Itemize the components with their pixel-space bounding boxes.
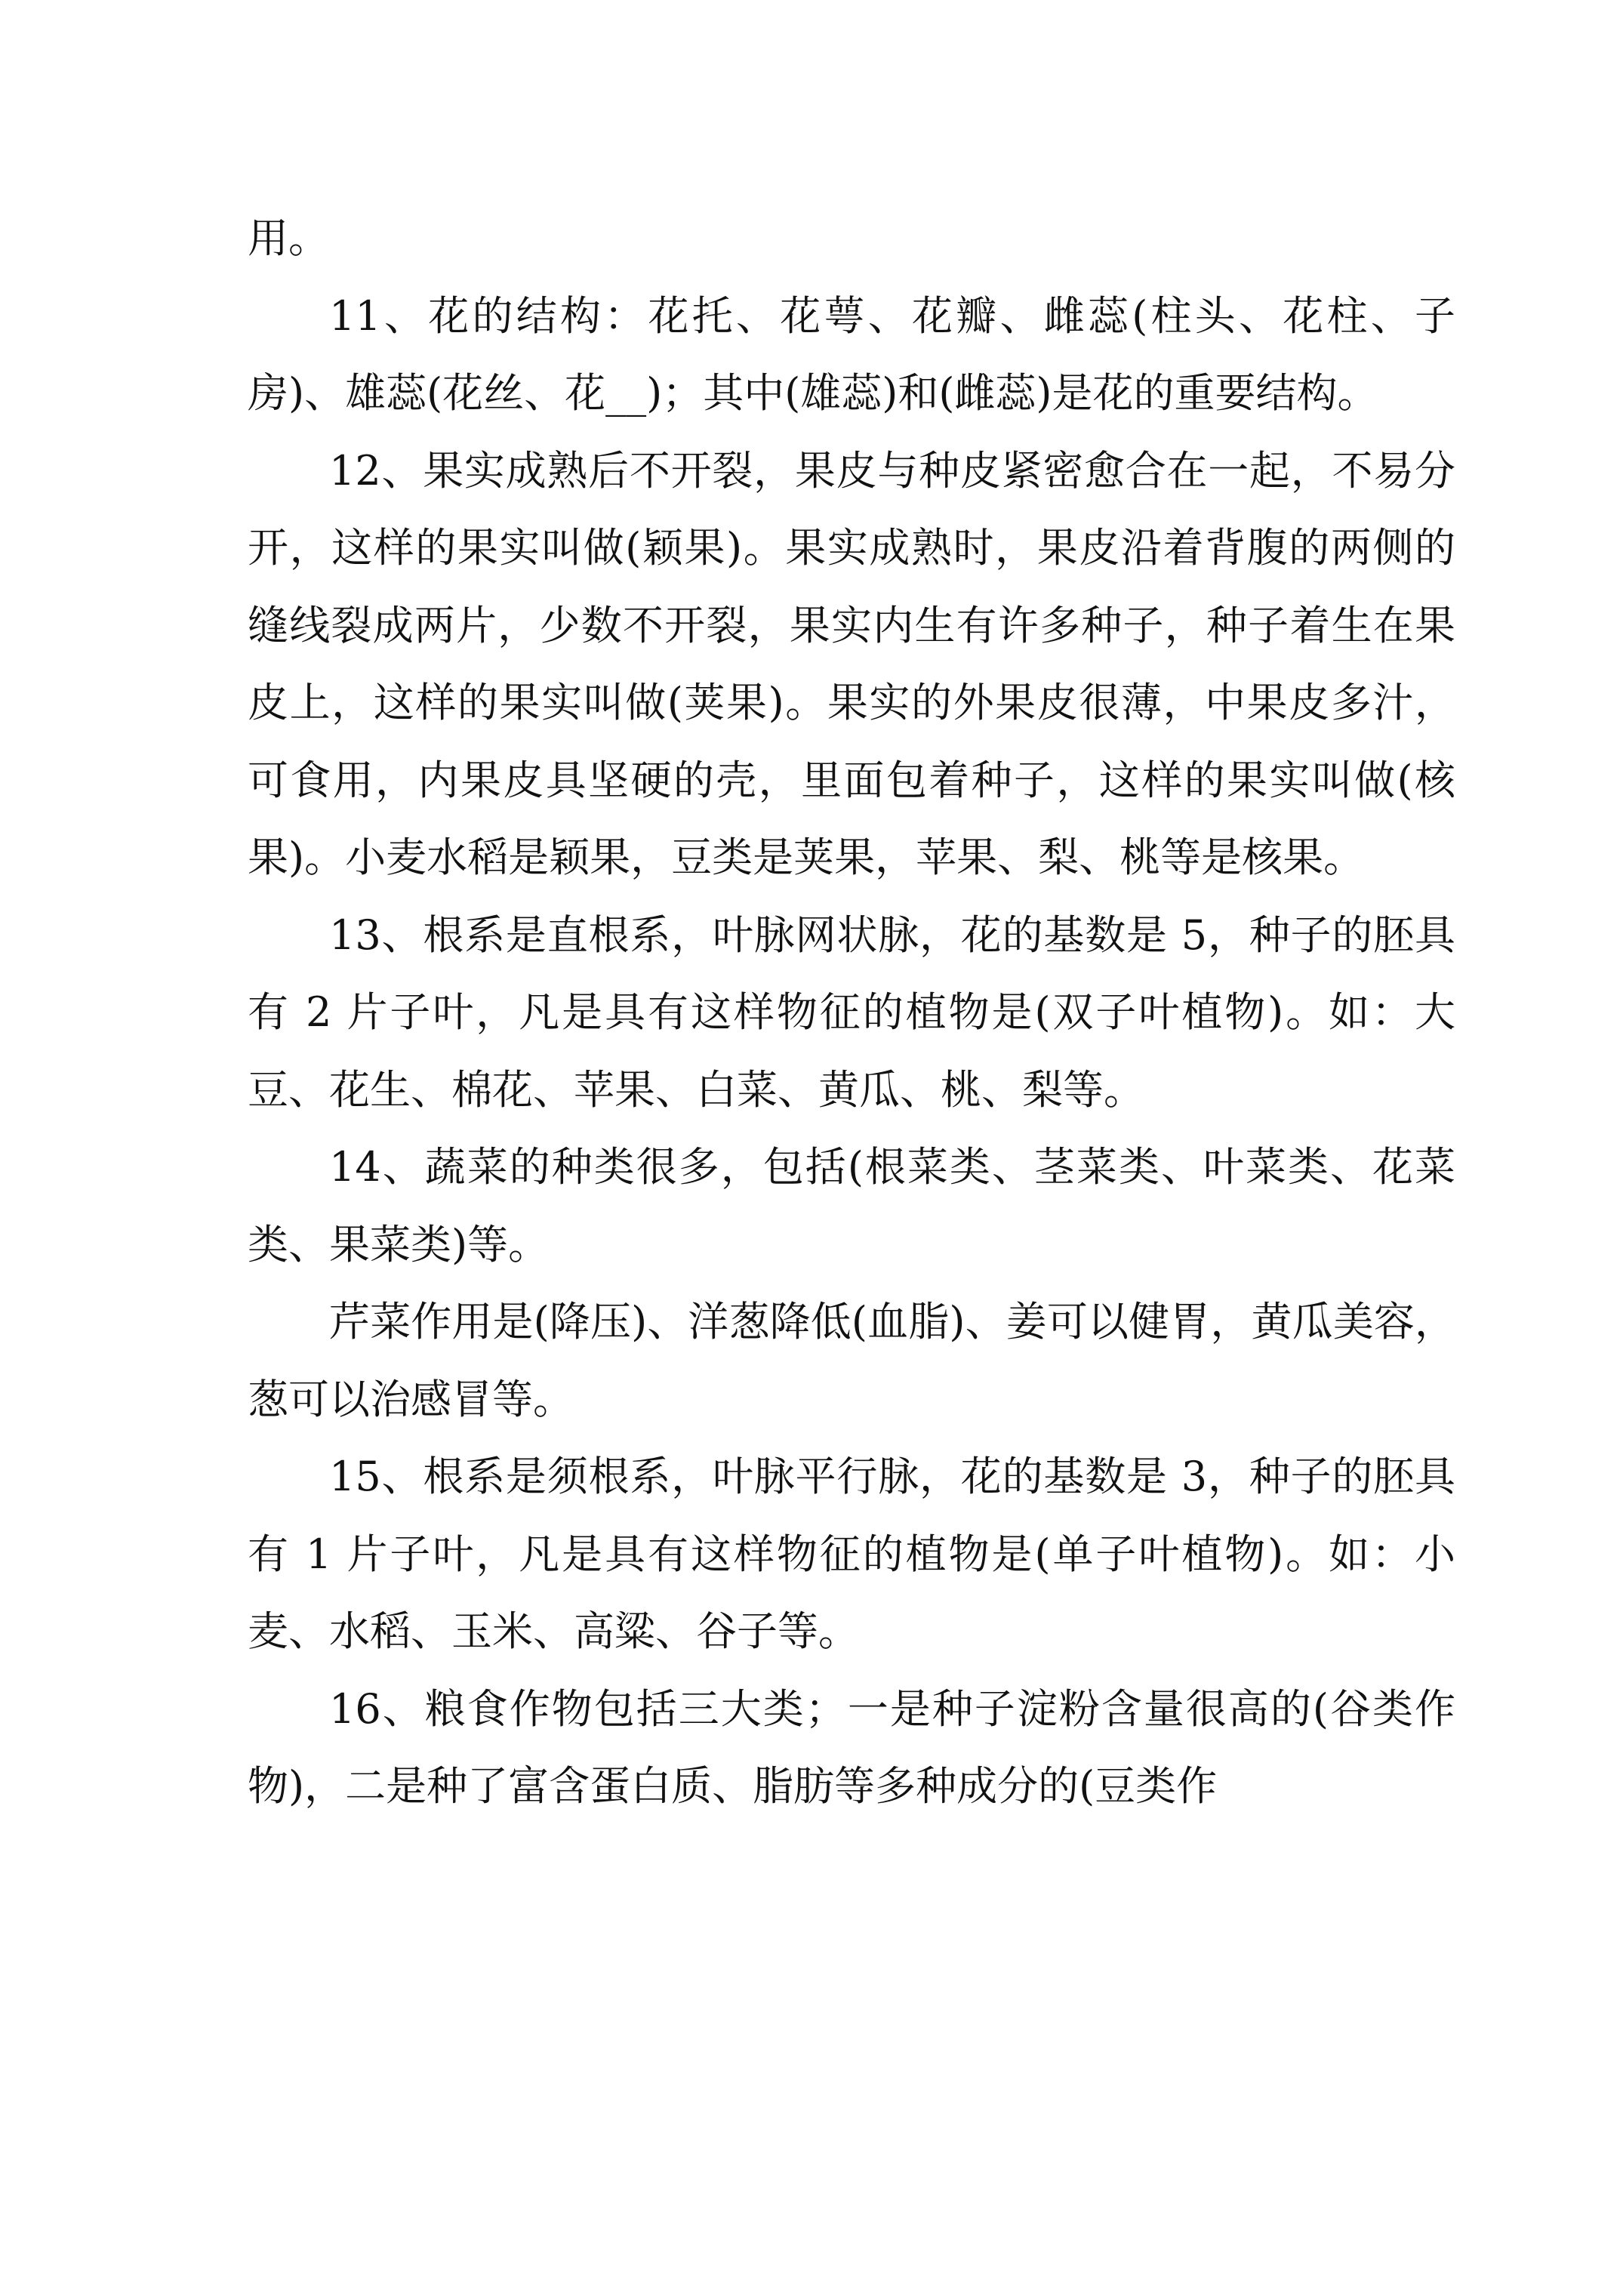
paragraph-11-flower-structure: 11、花的结构：花托、花萼、花瓣、雌蕊(柱头、花柱、子房)、雄蕊(花丝、花__)；其中(雄蕊)和(雌蕊)是花的重要结构。 xyxy=(248,291,1455,417)
paragraph-vegetable-uses: 芹菜作用是(降压)、洋葱降低(血脂)、姜可以健胃，黄瓜美容，葱可以治感冒等。 xyxy=(248,1298,1455,1423)
paragraph-15-monocots: 15、根系是须根系，叶脉平行脉，花的基数是 3，种子的胚具有 1 片子叶，凡是具有这样物征的植物是(单子叶植物)。如：小麦、水稻、玉米、高粱、谷子等。 xyxy=(248,1453,1455,1655)
paragraph-12-fruit-types: 12、果实成熟后不开裂，果皮与种皮紧密愈合在一起，不易分开，这样的果实叫做(颖果)。果实成熟时，果皮沿着背腹的两侧的缝线裂成两片，少数不开裂，果实内生有许多种子，种子着生在果皮上，这样的果实叫做(荚果)。果实的外果皮很薄，中果皮多汁，可食用，内果皮具坚硬的壳，里面包着种子，这样的果实叫做(核果)。小麦水稻是颖果，豆类是荚果，苹果、梨、桃等是核果。 xyxy=(248,446,1455,881)
paragraph-13-dicots: 13、根系是直根系，叶脉网状脉，花的基数是 5，种子的胚具有 2 片子叶，凡是具有这样物征的植物是(双子叶植物)。如：大豆、花生、棉花、苹果、白菜、黄瓜、桃、梨等。 xyxy=(248,911,1455,1114)
paragraph-continuation: 用。 xyxy=(248,214,329,262)
document-body xyxy=(248,200,1455,1826)
paragraph-14-vegetables: 14、蔬菜的种类很多，包括(根菜类、茎菜类、叶菜类、花菜类、果菜类)等。 xyxy=(248,1143,1455,1268)
paragraph-16-grain-crops: 16、粮食作物包括三大类；一是种子淀粉含量很高的(谷类作物)，二是种了富含蛋白质、脂肪等多种成分的(豆类作 xyxy=(248,1684,1455,1810)
